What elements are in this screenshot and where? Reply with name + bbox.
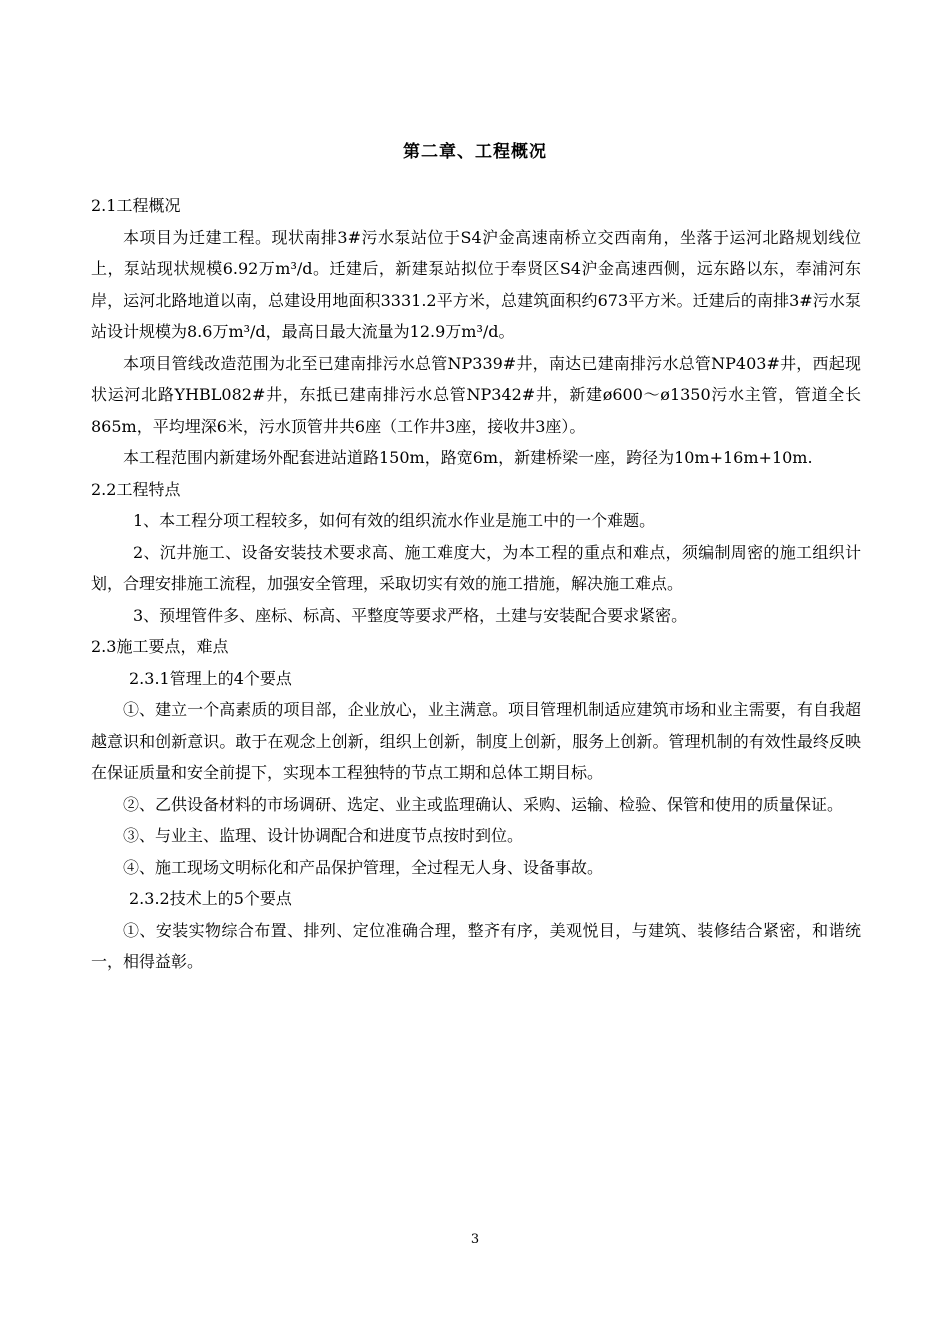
feature-item-2: 2、沉井施工、设备安装技术要求高、施工难度大，为本工程的重点和难点，须编制周密的施工组织计划，合理安排施工流程，加强安全管理，采取切实有效的施工措施，解决施工难点。 <box>91 542 861 593</box>
management-point-1: ①、建立一个高素质的项目部，企业放心，业主满意。项目管理机制适应建筑市场和业主需要，有自我超越意识和创新意识。敢于在观念上创新，组织上创新，制度上创新，服务上创新。管理机制的有效性最终反映在保证质量和安全前提下，实现本工程独特的节点工期和总体工期目标。 <box>91 700 861 782</box>
management-point-4: ④、施工现场文明标化和产品保护管理，全过程无人身、设备事故。 <box>123 857 604 877</box>
section-heading-2-1: 2.1工程概况 <box>91 196 181 215</box>
subsection-heading-2-3-1: 2.3.1管理上的4个要点 <box>129 668 292 688</box>
subsection-heading-2-3-2: 2.3.2技术上的5个要点 <box>129 889 292 908</box>
section-heading-2-3: 2.3施工要点，难点 <box>91 637 229 656</box>
feature-item-1: 1、本工程分项工程较多，如何有效的组织流水作业是施工中的一个难题。 <box>133 511 656 530</box>
page-number: 3 <box>470 1232 480 1247</box>
management-point-3: ③、与业主、监理、设计协调配合和进度节点按时到位。 <box>123 826 524 845</box>
management-point-2: ②、乙供设备材料的市场调研、选定、业主或监理确认、采购、运输、检验、保管和使用的质量保证。 <box>123 794 844 814</box>
paragraph-project-overview: 本项目为迁建工程。现状南排3#污水泵站位于S4沪金高速南桥立交西南角，坐落于运河北路规划线位上，泵站现状规模6.92万m³/d。迁建后，新建泵站拟位于奉贤区S4沪金高速西侧，远东路以东，奉浦河东岸，运河北路地道以南，总建设用地面积3331.2平方米，总建筑面积约673平方米。迁建后的南排3#污水泵站设计规模为8.6万m³/d，最高日最大流量为12.9万m³/d。 <box>91 227 861 341</box>
document-body <box>91 190 861 978</box>
paragraph-pipeline-scope: 本项目管线改造范围为北至已建南排污水总管NP339#井，南达已建南排污水总管NP403#井，西起现状运河北路YHBL082#井，东抵已建南排污水总管NP342#井，新建ø600～ø1350污水主管，管道全长865m，平均埋深6米，污水顶管井共6座（工作井3座，接收井3座）。 <box>91 353 861 436</box>
chapter-title: 第二章、工程概况 <box>403 142 547 162</box>
section-heading-2-2: 2.2工程特点 <box>91 479 181 499</box>
feature-item-3: 3、预埋管件多、座标、标高、平整度等要求严格，土建与安装配合要求紧密。 <box>133 605 688 625</box>
paragraph-road-bridge: 本工程范围内新建场外配套进站道路150m，路宽6m，新建桥梁一座，跨径为10m+16m+10m. <box>123 448 813 467</box>
technical-point-1: ①、安装实物综合布置、排列、定位准确合理，整齐有序，美观悦目，与建筑、装修结合紧密，和谐统一，相得益彰。 <box>91 920 861 971</box>
